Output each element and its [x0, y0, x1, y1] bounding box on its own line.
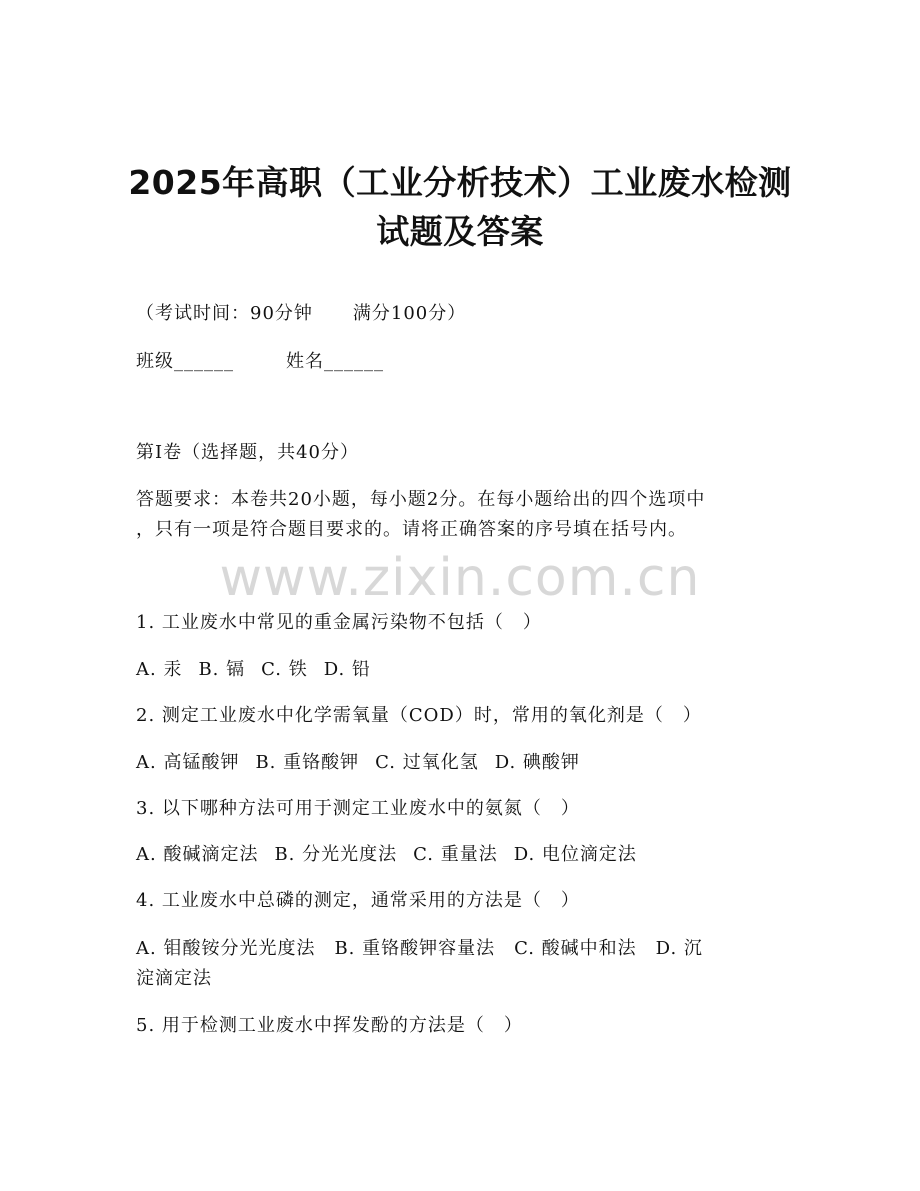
class-field-label: 班级______	[136, 351, 234, 372]
option: C. 重量法	[413, 844, 498, 865]
question-4-options-line1: A. 钼酸铵分光光度法 B. 重铬酸钾容量法 C. 酸碱中和法 D. 沉	[136, 938, 703, 959]
option: A. 酸碱滴定法	[136, 844, 259, 865]
question-3-options	[136, 843, 637, 867]
question-1-options	[136, 658, 371, 682]
option: D. 碘酸钾	[494, 752, 580, 773]
question-3: 3. 以下哪种方法可用于测定工业废水中的氨氮（ ）	[136, 798, 580, 819]
question-4: 4. 工业废水中总磷的测定，通常采用的方法是（ ）	[136, 890, 580, 911]
name-field-label: 姓名______	[286, 351, 384, 372]
option: C. 铁	[261, 659, 308, 680]
question-2: 2. 测定工业废水中化学需氧量（COD）时，常用的氧化剂是（ ）	[136, 705, 702, 726]
question-2-options	[136, 751, 580, 775]
exam-time: （考试时间：90分钟	[136, 303, 313, 324]
exam-score: 满分100分）	[352, 303, 467, 324]
document-title-line1: 2025年高职（工业分析技术）工业废水检测	[128, 163, 792, 202]
question-5: 5. 用于检测工业废水中挥发酚的方法是（ ）	[136, 1015, 523, 1036]
option: B. 分光光度法	[274, 844, 398, 865]
option: C. 过氧化氢	[375, 752, 479, 773]
student-fields	[136, 350, 384, 374]
watermark: www.zixin.com.cn	[219, 548, 701, 608]
option: B. 镉	[198, 659, 246, 680]
option: A. 高锰酸钾	[136, 752, 240, 773]
option: D. 电位滴定法	[513, 844, 637, 865]
question-4-options-line2: 淀滴定法	[136, 968, 212, 989]
option: D. 铅	[323, 659, 371, 680]
document-title-line2: 试题及答案	[376, 212, 544, 251]
option: B. 重铬酸钾	[255, 752, 360, 773]
option: A. 汞	[136, 659, 183, 680]
section-requirement-line1: 答题要求：本卷共20小题，每小题2分。在每小题给出的四个选项中	[136, 489, 706, 510]
question-1: 1. 工业废水中常见的重金属污染物不包括（ ）	[136, 612, 542, 633]
exam-meta	[136, 302, 466, 326]
section-requirement-line2: ，只有一项是符合题目要求的。请将正确答案的序号填在括号内。	[136, 519, 687, 540]
section-title: 第I卷（选择题，共40分）	[136, 442, 360, 463]
